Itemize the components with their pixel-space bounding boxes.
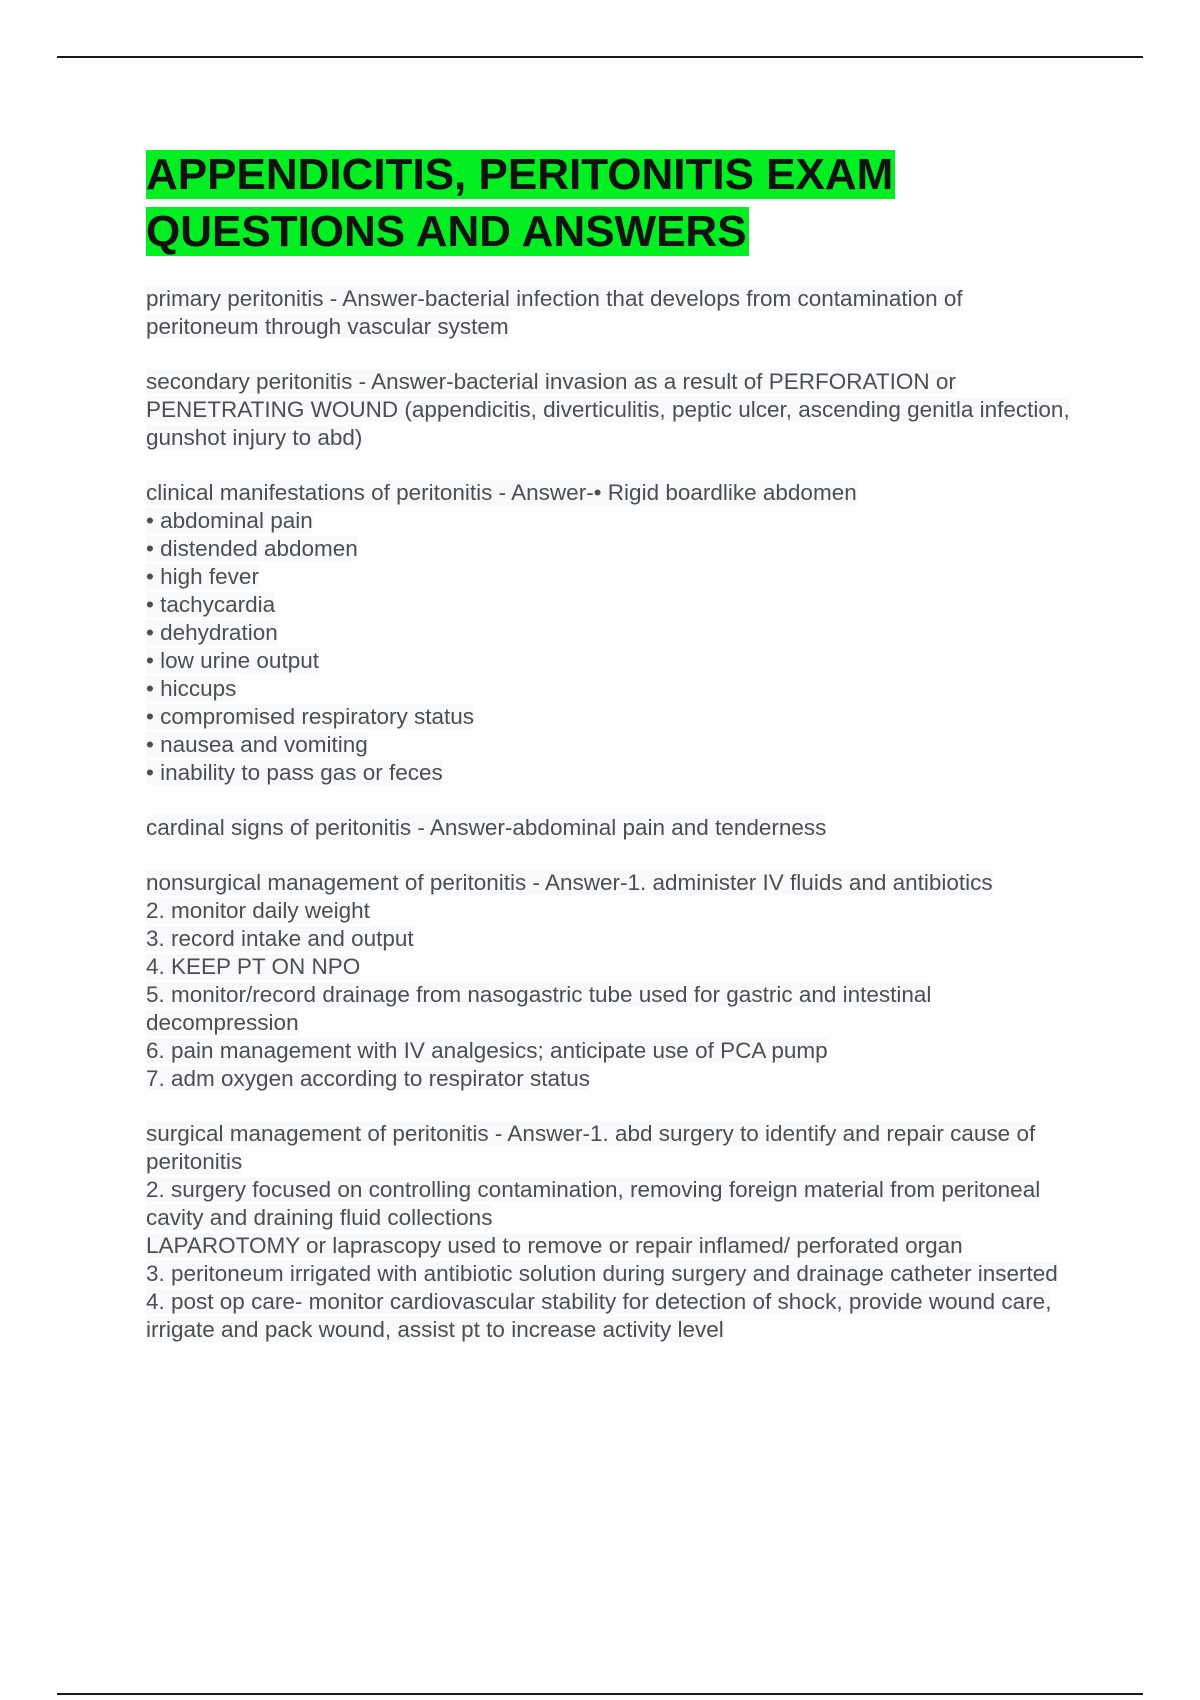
header-rule (57, 56, 1143, 58)
manifestations-list (146, 507, 1076, 787)
document-title (146, 146, 1076, 260)
list-item: • low urine output (146, 648, 319, 673)
list-item: 3. record intake and output (146, 926, 414, 951)
list-item: • high fever (146, 564, 259, 589)
list-item: 6. pain management with IV analgesics; anticipate use of PCA pump (146, 1038, 828, 1063)
list-item: 4. post op care- monitor cardiovascular stability for detection of shock, provide wound care, irrigate and pack wound, assist pt to increase activity level (146, 1289, 1052, 1342)
title-line-2: QUESTIONS AND ANSWERS (146, 207, 747, 256)
footer-rule (57, 1693, 1143, 1695)
qa-text: secondary peritonitis - Answer-bacterial invasion as a result of PERFORATION or PENETRATING WOUND (appendicitis, diverticulitis, peptic ulcer, ascending genitla infection, gunshot injury to abd) (146, 369, 1070, 450)
surgical-steps-list (146, 1176, 1076, 1344)
list-item: 7. adm oxygen according to respirator status (146, 1066, 590, 1091)
qa-entry-primary-peritonitis (146, 285, 1076, 341)
list-item: 5. monitor/record drainage from nasogastric tube used for gastric and intestinal decompression (146, 982, 932, 1035)
nonsurgical-steps-list (146, 897, 1076, 1093)
list-item: 2. surgery focused on controlling contamination, removing foreign material from peritoneal cavity and draining fluid collections (146, 1177, 1041, 1230)
qa-entry-secondary-peritonitis (146, 368, 1076, 452)
qa-entry-cardinal-signs (146, 814, 1076, 842)
qa-lead: clinical manifestations of peritonitis - Answer-• Rigid boardlike abdomen (146, 480, 857, 505)
qa-lead: nonsurgical management of peritonitis - Answer-1. administer IV fluids and antibiotics (146, 870, 993, 895)
qa-lead: surgical management of peritonitis - Answer-1. abd surgery to identify and repair cause of peritonitis (146, 1121, 1036, 1174)
qa-entry-clinical-manifestations (146, 479, 1076, 787)
list-item: • nausea and vomiting (146, 732, 368, 757)
list-item: • hiccups (146, 676, 237, 701)
qa-text: primary peritonitis - Answer-bacterial infection that develops from contamination of peritoneum through vascular system (146, 286, 963, 339)
list-item: • abdominal pain (146, 508, 313, 533)
qa-text: cardinal signs of peritonitis - Answer-abdominal pain and tenderness (146, 815, 827, 840)
list-item: • dehydration (146, 620, 278, 645)
list-item: • compromised respiratory status (146, 704, 474, 729)
qa-entry-surgical-management (146, 1120, 1076, 1344)
list-item: 4. KEEP PT ON NPO (146, 954, 361, 979)
list-item: 2. monitor daily weight (146, 898, 370, 923)
document-body (146, 146, 1076, 1344)
title-line-1: APPENDICITIS, PERITONITIS EXAM (146, 150, 894, 199)
qa-entry-nonsurgical-management (146, 869, 1076, 1093)
list-item: • inability to pass gas or feces (146, 760, 443, 785)
list-item: • distended abdomen (146, 536, 358, 561)
list-item: • tachycardia (146, 592, 276, 617)
list-item: 3. peritoneum irrigated with antibiotic solution during surgery and drainage catheter inserted (146, 1261, 1058, 1286)
list-item: LAPAROTOMY or laprascopy used to remove or repair inflamed/ perforated organ (146, 1233, 963, 1258)
